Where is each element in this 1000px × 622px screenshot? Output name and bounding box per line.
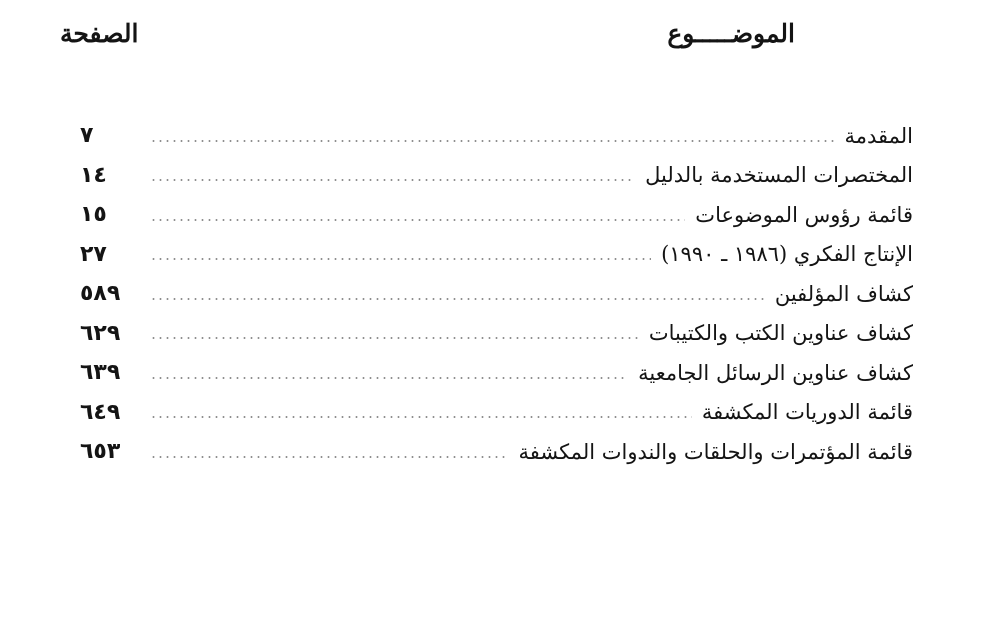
toc-entry-title: المقدمة	[844, 123, 913, 148]
toc-entry-title: قائمة الدوريات المكشفة	[701, 400, 913, 425]
dot-leader	[150, 219, 685, 221]
dot-leader	[150, 258, 651, 260]
toc-entry	[80, 432, 913, 472]
dot-leader	[150, 179, 635, 181]
table-of-contents	[80, 116, 913, 472]
dot-leader	[150, 377, 628, 379]
dot-leader	[150, 140, 834, 142]
toc-entry	[80, 393, 913, 433]
toc-entry	[80, 274, 913, 314]
dot-leader	[150, 298, 765, 300]
toc-entry	[80, 314, 913, 354]
toc-entry	[80, 235, 913, 275]
toc-entry-title: قائمة رؤوس الموضوعات	[695, 202, 913, 227]
toc-entry-page: ٦٤٩	[80, 399, 121, 425]
toc-entry-page: ٢٧	[80, 241, 107, 267]
toc-entry-title: كشاف المؤلفين	[774, 281, 913, 306]
toc-entry-page: ٦٢٩	[80, 320, 121, 346]
dot-leader	[150, 456, 508, 458]
toc-entry-title: قائمة المؤتمرات والحلقات والندوات المكشفة	[518, 439, 913, 464]
toc-entry	[80, 195, 913, 235]
page-column-header: الصفحة	[60, 19, 139, 48]
toc-entry-title: كشاف عناوين الرسائل الجامعية	[638, 360, 913, 385]
toc-entry-page: ١٥	[80, 202, 107, 228]
toc-entry	[80, 116, 913, 156]
toc-entry-title: الإنتاج الفكري (١٩٨٦ ـ ١٩٩٠)	[661, 242, 913, 267]
topic-column-header: الموضـــــوع	[667, 19, 795, 48]
toc-entry	[80, 353, 913, 393]
toc-entry-title: المختصرات المستخدمة بالدليل	[645, 163, 913, 188]
toc-entry	[80, 156, 913, 196]
toc-entry-page: ٧	[80, 123, 94, 149]
toc-entry-page: ٦٣٩	[80, 360, 121, 386]
dot-leader	[150, 416, 692, 418]
toc-entry-page: ١٤	[80, 162, 107, 188]
toc-entry-page: ٦٥٣	[80, 439, 121, 465]
toc-entry-title: كشاف عناوين الكتب والكتيبات	[648, 321, 913, 346]
toc-entry-page: ٥٨٩	[80, 281, 121, 307]
dot-leader	[150, 337, 639, 339]
